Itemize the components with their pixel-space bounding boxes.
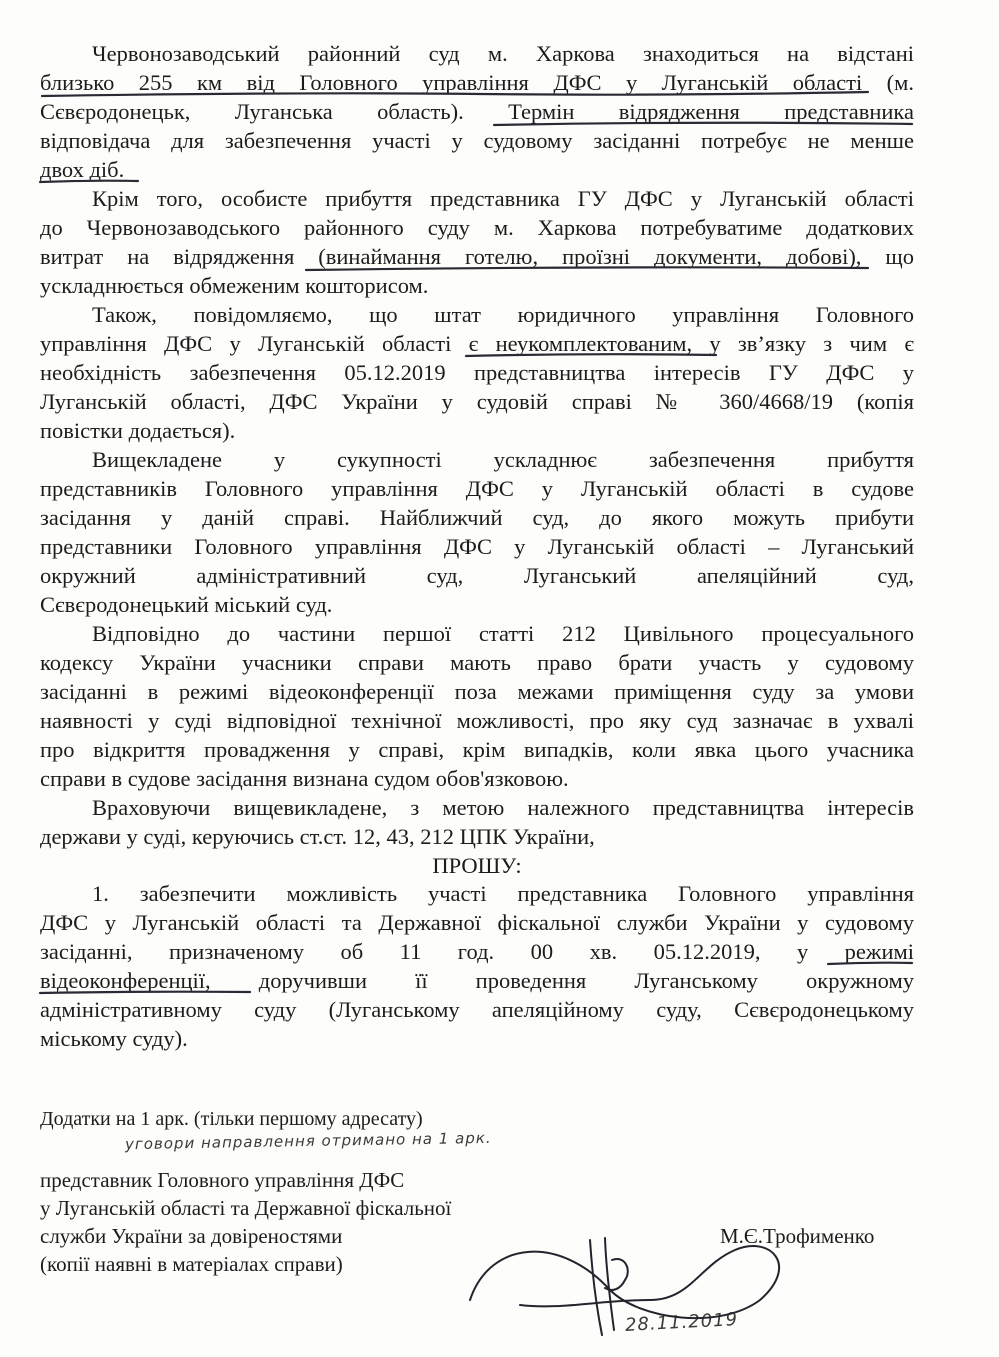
paragraph-4-line-3: засідання у даній справі. Найближчий суд, до якого можуть прибути [40,505,914,530]
request-line-1: 1. забезпечити можливість участі представника Головного управління [92,881,914,906]
signatory-line-3: служби України за довіреностями [40,1224,343,1248]
request-line-5: адміністративному суду (Луганському апеляційному суду, Сєвєродонецькому [40,997,914,1022]
handwritten-date: 28.11.2019 [624,1309,739,1336]
attachments-note: Додатки на 1 арк. (тільки першому адресату) [40,1108,423,1130]
paragraph-3-line-4: Луганській області, ДФС України у судовій справі № 360/4668/19 (копія [40,389,914,414]
signatory-line-1: представник Головного управління ДФС [40,1168,405,1192]
paragraph-1-line-2: близько 255 км від Головного управління ДФС у Луганській області (м. [40,70,914,95]
paragraph-5-line-5: про відкриття провадження у справі, крім випадків, коли явка цього учасника [40,737,914,762]
paragraph-2-line-3: витрат на відрядження (винаймання готелю, проїзні документи, добові), що [40,244,914,269]
paragraph-4-line-4: представники Головного управління ДФС у Луганській області – Луганський [40,534,914,559]
paragraph-2-line-1: Крім того, особисте прибуття представника ГУ ДФС у Луганській області [92,186,914,211]
paragraph-2-line-2: до Червонозаводського районного суду м. Харкова потребуватиме додаткових [40,215,914,240]
request-heading: ПРОШУ: [432,853,522,878]
handwritten-note: уговори направлення отримано на 1 арк. [124,1128,492,1154]
underline-expenses [306,267,868,270]
paragraph-2-line-4: ускладнюється обмеженим кошторисом. [40,273,429,298]
signature-icon [470,1238,779,1335]
request-line-6: міському суду). [40,1026,188,1051]
paragraph-6-line-1: Враховуючи вищевикладене, з метою належного представництва інтересів [92,795,914,820]
underline-travel-term [494,123,912,125]
paragraph-3-line-5: повістки додається). [40,418,236,443]
paragraph-5-line-1: Відповідно до частини першої статті 212 Цивільного процесуального [92,621,914,646]
paragraph-6-line-2: держави у суді, керуючись ст.ст. 12, 43, 212 ЦПК України, [40,824,595,849]
paragraph-1-line-1: Червонозаводський районний суд м. Харкова знаходиться на відстані [92,41,914,66]
paragraph-1-line-5: двох діб. [40,157,125,182]
paragraph-5-line-4: наявності у суді відповідної технічної можливості, про яку суд зазначає в ухвалі [40,708,914,733]
paragraph-4-line-1: Вищекладене у сукупності ускладнює забезпечення прибуття [92,447,914,472]
paragraph-5-line-2: кодексу України учасники справи мають право брати участь у судовому [40,650,914,675]
request-line-3: засіданні, призначеному об 11 год. 00 хв. 05.12.2019, у режимі [40,939,914,964]
paragraph-4-line-6: Сєвєродонецький міський суд. [40,592,333,617]
underline-video-mode-2 [40,992,250,993]
paragraph-5-line-6: справи в судове засідання визнана судом обов'язковою. [40,766,569,791]
paragraph-4-line-5: окружний адміністративний суд, Луганський апеляційний суд, [40,563,914,588]
signatory-line-2: у Луганській області та Державної фіскальної [40,1196,452,1220]
paragraph-1-line-3: Сєвєродонецьк, Луганська область). Термін відрядження представника [40,99,914,124]
underline-understaffed [466,354,716,356]
paragraph-4-line-2: представників Головного управління ДФС у Луганській області в судове [40,476,914,501]
request-line-2: ДФС у Луганській області та Державної фіскальної служби України у судовому [40,910,914,935]
paragraph-1-line-4: відповідача для забезпечення участі у судовому засіданні потребує не менше [40,128,914,153]
paragraph-3-line-3: необхідність забезпечення 05.12.2019 представництва інтересів ГУ ДФС у [40,360,914,385]
paragraph-5-line-3: засіданні в режимі відеоконференції поза межами приміщення суду за умови [40,679,914,704]
underline-distance [42,92,868,96]
request-line-4: відеоконференції, доручивши її проведення Луганському окружному [40,968,914,993]
signatory-line-4: (копії наявні в матеріалах справи) [40,1252,343,1276]
underline-video-mode-1 [828,963,912,964]
underline-two-days [40,181,138,182]
paragraph-3-line-1: Також, повідомляємо, що штат юридичного управління Головного [92,302,914,327]
signatory-name: М.Є.Трофименко [720,1224,875,1248]
paragraph-3-line-2: управління ДФС у Луганській області є неукомплектованим, у зв’язку з чим є [40,331,914,356]
